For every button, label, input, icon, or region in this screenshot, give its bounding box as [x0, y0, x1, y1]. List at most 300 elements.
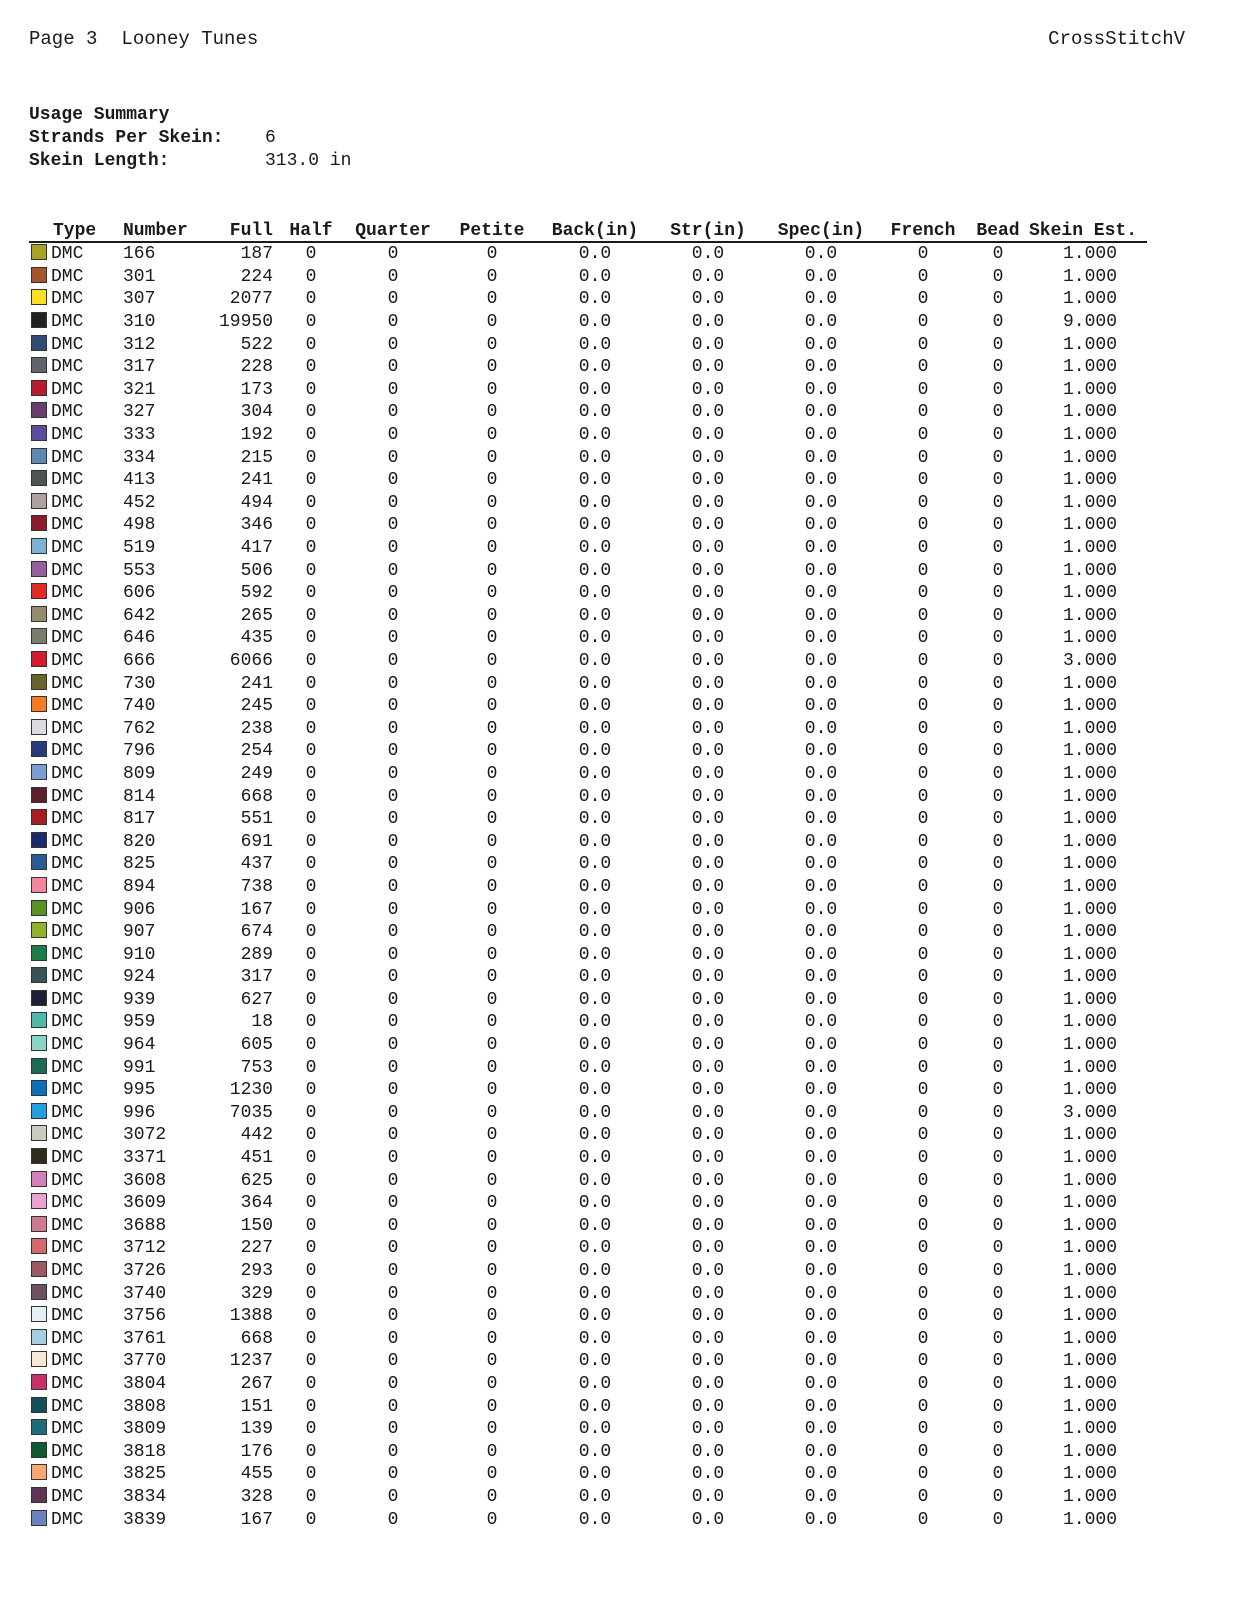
petite-count: 0	[486, 809, 498, 830]
bead-count: 0	[992, 650, 1004, 671]
thread-number: 307	[123, 289, 156, 310]
french-count: 0	[917, 1328, 929, 1349]
french-count: 0	[917, 1215, 929, 1236]
half-count: 0	[305, 1057, 317, 1078]
thread-type: DMC	[51, 538, 84, 559]
color-swatch	[31, 380, 47, 396]
skein-estimate: 1.000	[1062, 605, 1117, 626]
thread-number: 820	[123, 831, 156, 852]
thread-number: 814	[123, 786, 156, 807]
thread-type-cell	[29, 266, 113, 289]
thread-type: DMC	[51, 1170, 84, 1191]
table-row	[29, 695, 1147, 718]
thread-type-cell	[29, 1418, 113, 1441]
bead-count: 0	[992, 741, 1004, 762]
spec-length: 0.0	[804, 1012, 838, 1033]
half-count: 0	[305, 560, 317, 581]
skein-estimate: 1.000	[1062, 1125, 1117, 1146]
thread-number: 796	[123, 741, 156, 762]
skein-estimate: 1.000	[1062, 696, 1117, 717]
table-row	[29, 537, 1147, 560]
half-count: 0	[305, 673, 317, 694]
color-swatch	[31, 1487, 47, 1503]
color-swatch	[31, 402, 47, 418]
back-length: 0.0	[578, 266, 612, 287]
quarter-count: 0	[387, 583, 399, 604]
table-row	[29, 1079, 1147, 1102]
bead-count: 0	[992, 1509, 1004, 1530]
thread-type-cell	[29, 1056, 113, 1079]
petite-count: 0	[486, 1215, 498, 1236]
back-length: 0.0	[578, 944, 612, 965]
back-length: 0.0	[578, 1351, 612, 1372]
french-count: 0	[917, 831, 929, 852]
half-count: 0	[305, 492, 317, 513]
color-swatch	[31, 651, 47, 667]
french-count: 0	[917, 605, 929, 626]
french-count: 0	[917, 560, 929, 581]
quarter-count: 0	[387, 1148, 399, 1169]
back-length: 0.0	[578, 741, 612, 762]
skein-estimate: 1.000	[1062, 1238, 1117, 1259]
skein-estimate: 1.000	[1062, 1193, 1117, 1214]
half-count: 0	[305, 1373, 317, 1394]
str-length: 0.0	[691, 357, 725, 378]
bead-count: 0	[992, 312, 1004, 333]
str-length: 0.0	[691, 876, 725, 897]
quarter-count: 0	[387, 1125, 399, 1146]
thread-number: 3809	[123, 1419, 167, 1440]
french-count: 0	[917, 1419, 929, 1440]
half-count: 0	[305, 244, 317, 265]
petite-count: 0	[486, 1193, 498, 1214]
bead-count: 0	[992, 899, 1004, 920]
table-row	[29, 672, 1147, 695]
half-count: 0	[305, 1283, 317, 1304]
back-length: 0.0	[578, 1080, 612, 1101]
thread-number: 740	[123, 696, 156, 717]
spec-length: 0.0	[804, 1396, 838, 1417]
color-swatch	[31, 538, 47, 554]
spec-length: 0.0	[804, 786, 838, 807]
thread-type: DMC	[51, 1486, 84, 1507]
french-count: 0	[917, 1080, 929, 1101]
bead-count: 0	[992, 1261, 1004, 1282]
table-row	[29, 763, 1147, 786]
back-length: 0.0	[578, 1441, 612, 1462]
quarter-count: 0	[387, 967, 399, 988]
str-length: 0.0	[691, 1419, 725, 1440]
thread-type: DMC	[51, 1509, 84, 1530]
str-length: 0.0	[691, 492, 725, 513]
str-length: 0.0	[691, 470, 725, 491]
spec-length: 0.0	[804, 1261, 838, 1282]
skein-estimate: 1.000	[1062, 1080, 1117, 1101]
bead-count: 0	[992, 1057, 1004, 1078]
petite-count: 0	[486, 312, 498, 333]
french-count: 0	[917, 1057, 929, 1078]
strands-label: Strands Per Skein:	[29, 128, 224, 148]
table-body	[29, 242, 1147, 1531]
bead-count: 0	[992, 628, 1004, 649]
french-count: 0	[917, 515, 929, 536]
full-count: 18	[251, 1012, 273, 1033]
thread-type-cell	[29, 785, 113, 808]
thread-type-cell	[29, 876, 113, 899]
skein-estimate: 1.000	[1062, 583, 1117, 604]
full-count: 605	[240, 1035, 273, 1056]
str-length: 0.0	[691, 967, 725, 988]
french-count: 0	[917, 1102, 929, 1123]
full-count: 753	[240, 1057, 273, 1078]
half-count: 0	[305, 989, 317, 1010]
skein-estimate: 1.000	[1062, 1057, 1117, 1078]
french-count: 0	[917, 673, 929, 694]
french-count: 0	[917, 1464, 929, 1485]
petite-count: 0	[486, 718, 498, 739]
table-row	[29, 1373, 1147, 1396]
bead-count: 0	[992, 718, 1004, 739]
thread-type: DMC	[51, 605, 84, 626]
spec-length: 0.0	[804, 1057, 838, 1078]
thread-type: DMC	[51, 786, 84, 807]
table-row	[29, 1418, 1147, 1441]
bead-count: 0	[992, 560, 1004, 581]
petite-count: 0	[486, 1080, 498, 1101]
color-swatch	[31, 1080, 47, 1096]
color-swatch	[31, 922, 47, 938]
str-length: 0.0	[691, 786, 725, 807]
thread-number: 3761	[123, 1328, 167, 1349]
back-length: 0.0	[578, 560, 612, 581]
color-swatch	[31, 1419, 47, 1435]
skein-estimate: 1.000	[1062, 492, 1117, 513]
full-count: 167	[240, 899, 273, 920]
half-count: 0	[305, 312, 317, 333]
petite-count: 0	[486, 266, 498, 287]
back-length: 0.0	[578, 425, 612, 446]
petite-count: 0	[486, 1057, 498, 1078]
full-count: 522	[240, 334, 273, 355]
thread-type: DMC	[51, 357, 84, 378]
bead-count: 0	[992, 944, 1004, 965]
strands-value: 6	[265, 128, 276, 148]
thread-type: DMC	[51, 944, 84, 965]
quarter-count: 0	[387, 763, 399, 784]
half-count: 0	[305, 1193, 317, 1214]
quarter-count: 0	[387, 1193, 399, 1214]
skein-estimate: 1.000	[1062, 1012, 1117, 1033]
thread-number: 995	[123, 1080, 156, 1101]
thread-type: DMC	[51, 967, 84, 988]
half-count: 0	[305, 741, 317, 762]
half-count: 0	[305, 1102, 317, 1123]
back-length: 0.0	[578, 605, 612, 626]
thread-number: 3712	[123, 1238, 167, 1259]
thread-number: 334	[123, 447, 156, 468]
thread-type: DMC	[51, 447, 84, 468]
petite-count: 0	[486, 560, 498, 581]
thread-type: DMC	[51, 989, 84, 1010]
skein-estimate: 1.000	[1062, 1486, 1117, 1507]
full-count: 2077	[229, 289, 273, 310]
thread-type: DMC	[51, 583, 84, 604]
thread-number: 3804	[123, 1373, 167, 1394]
french-count: 0	[917, 786, 929, 807]
str-length: 0.0	[691, 1125, 725, 1146]
spec-length: 0.0	[804, 357, 838, 378]
spec-length: 0.0	[804, 492, 838, 513]
french-count: 0	[917, 402, 929, 423]
thread-type: DMC	[51, 628, 84, 649]
full-count: 254	[240, 741, 273, 762]
back-length: 0.0	[578, 583, 612, 604]
table-row	[29, 966, 1147, 989]
bead-count: 0	[992, 583, 1004, 604]
thread-number: 166	[123, 244, 156, 265]
table-row	[29, 853, 1147, 876]
thread-number: 3726	[123, 1261, 167, 1282]
table-row	[29, 356, 1147, 379]
table-row	[29, 446, 1147, 469]
table-row	[29, 582, 1147, 605]
full-count: 6066	[229, 650, 273, 671]
thread-type-cell	[29, 1034, 113, 1057]
petite-count: 0	[486, 538, 498, 559]
table-row	[29, 808, 1147, 831]
color-swatch	[31, 696, 47, 712]
french-count: 0	[917, 876, 929, 897]
thread-type: DMC	[51, 696, 84, 717]
spec-length: 0.0	[804, 1464, 838, 1485]
color-swatch	[31, 832, 47, 848]
spec-length: 0.0	[804, 967, 838, 988]
spec-length: 0.0	[804, 922, 838, 943]
back-length: 0.0	[578, 831, 612, 852]
skein-estimate: 1.000	[1062, 538, 1117, 559]
back-length: 0.0	[578, 334, 612, 355]
str-length: 0.0	[691, 538, 725, 559]
str-length: 0.0	[691, 922, 725, 943]
skein-estimate: 1.000	[1062, 1170, 1117, 1191]
petite-count: 0	[486, 763, 498, 784]
color-swatch	[31, 787, 47, 803]
thread-type: DMC	[51, 1328, 84, 1349]
french-count: 0	[917, 1306, 929, 1327]
bead-count: 0	[992, 470, 1004, 491]
quarter-count: 0	[387, 289, 399, 310]
half-count: 0	[305, 425, 317, 446]
full-count: 304	[240, 402, 273, 423]
petite-count: 0	[486, 1035, 498, 1056]
table-row	[29, 605, 1147, 628]
thread-type-cell	[29, 1011, 113, 1034]
usage-table	[29, 215, 1147, 1531]
thread-type-cell	[29, 605, 113, 628]
back-length: 0.0	[578, 1148, 612, 1169]
str-length: 0.0	[691, 809, 725, 830]
skein-estimate: 1.000	[1062, 899, 1117, 920]
thread-number: 413	[123, 470, 156, 491]
back-length: 0.0	[578, 786, 612, 807]
table-row	[29, 1124, 1147, 1147]
quarter-count: 0	[387, 402, 399, 423]
french-count: 0	[917, 470, 929, 491]
full-count: 173	[240, 379, 273, 400]
skein-estimate: 1.000	[1062, 560, 1117, 581]
bead-count: 0	[992, 854, 1004, 875]
color-swatch	[31, 561, 47, 577]
half-count: 0	[305, 809, 317, 830]
half-count: 0	[305, 650, 317, 671]
quarter-count: 0	[387, 1396, 399, 1417]
spec-length: 0.0	[804, 628, 838, 649]
french-count: 0	[917, 628, 929, 649]
thread-number: 924	[123, 967, 156, 988]
spec-length: 0.0	[804, 379, 838, 400]
skein-estimate: 1.000	[1062, 266, 1117, 287]
column-header: Skein Est.	[1029, 215, 1147, 242]
color-swatch	[31, 945, 47, 961]
full-count: 241	[240, 673, 273, 694]
color-swatch	[31, 1035, 47, 1051]
thread-type-cell	[29, 1395, 113, 1418]
bead-count: 0	[992, 1035, 1004, 1056]
back-length: 0.0	[578, 492, 612, 513]
thread-number: 939	[123, 989, 156, 1010]
table-row	[29, 1011, 1147, 1034]
skein-estimate: 1.000	[1062, 244, 1117, 265]
spec-length: 0.0	[804, 854, 838, 875]
quarter-count: 0	[387, 1215, 399, 1236]
table-row	[29, 1508, 1147, 1531]
thread-type-cell	[29, 559, 113, 582]
thread-type-cell	[29, 1079, 113, 1102]
table-row	[29, 717, 1147, 740]
thread-type: DMC	[51, 922, 84, 943]
str-length: 0.0	[691, 1035, 725, 1056]
bead-count: 0	[992, 763, 1004, 784]
back-length: 0.0	[578, 1419, 612, 1440]
table-row	[29, 876, 1147, 899]
back-length: 0.0	[578, 379, 612, 400]
table-row	[29, 288, 1147, 311]
spec-length: 0.0	[804, 538, 838, 559]
quarter-count: 0	[387, 357, 399, 378]
french-count: 0	[917, 1193, 929, 1214]
back-length: 0.0	[578, 718, 612, 739]
color-swatch	[31, 1442, 47, 1458]
bead-count: 0	[992, 266, 1004, 287]
petite-count: 0	[486, 1170, 498, 1191]
petite-count: 0	[486, 1441, 498, 1462]
petite-count: 0	[486, 1148, 498, 1169]
half-count: 0	[305, 1035, 317, 1056]
thread-number: 3608	[123, 1170, 167, 1191]
spec-length: 0.0	[804, 312, 838, 333]
thread-number: 642	[123, 605, 156, 626]
bead-count: 0	[992, 1419, 1004, 1440]
thread-number: 666	[123, 650, 156, 671]
table-row	[29, 1463, 1147, 1486]
thread-type-cell	[29, 650, 113, 673]
skein-estimate: 1.000	[1062, 289, 1117, 310]
thread-type: DMC	[51, 899, 84, 920]
thread-type: DMC	[51, 876, 84, 897]
petite-count: 0	[486, 989, 498, 1010]
table-row	[29, 1282, 1147, 1305]
column-header: Spec(in)	[763, 215, 879, 242]
table-row	[29, 785, 1147, 808]
table-row	[29, 559, 1147, 582]
thread-number: 3834	[123, 1486, 167, 1507]
half-count: 0	[305, 1080, 317, 1101]
full-count: 592	[240, 583, 273, 604]
thread-type: DMC	[51, 1125, 84, 1146]
full-count: 151	[240, 1396, 273, 1417]
str-length: 0.0	[691, 1283, 725, 1304]
petite-count: 0	[486, 1419, 498, 1440]
spec-length: 0.0	[804, 515, 838, 536]
french-count: 0	[917, 741, 929, 762]
french-count: 0	[917, 583, 929, 604]
bead-count: 0	[992, 1148, 1004, 1169]
full-count: 187	[240, 244, 273, 265]
petite-count: 0	[486, 515, 498, 536]
french-count: 0	[917, 1035, 929, 1056]
bead-count: 0	[992, 492, 1004, 513]
skein-estimate: 1.000	[1062, 515, 1117, 536]
bead-count: 0	[992, 538, 1004, 559]
bead-count: 0	[992, 1215, 1004, 1236]
full-count: 317	[240, 967, 273, 988]
full-count: 293	[240, 1261, 273, 1282]
half-count: 0	[305, 1351, 317, 1372]
table-row	[29, 943, 1147, 966]
full-count: 7035	[229, 1102, 273, 1123]
skein-estimate: 1.000	[1062, 1306, 1117, 1327]
french-count: 0	[917, 1238, 929, 1259]
color-swatch	[31, 628, 47, 644]
thread-type-cell	[29, 853, 113, 876]
thread-type-cell	[29, 537, 113, 560]
spec-length: 0.0	[804, 944, 838, 965]
app-name: CrossStitchV	[1048, 28, 1185, 50]
skein-estimate: 1.000	[1062, 1283, 1117, 1304]
thread-type: DMC	[51, 289, 84, 310]
french-count: 0	[917, 1283, 929, 1304]
table-row	[29, 1034, 1147, 1057]
back-length: 0.0	[578, 650, 612, 671]
quarter-count: 0	[387, 560, 399, 581]
spec-length: 0.0	[804, 1419, 838, 1440]
color-swatch	[31, 990, 47, 1006]
petite-count: 0	[486, 1509, 498, 1530]
back-length: 0.0	[578, 357, 612, 378]
skein-estimate: 1.000	[1062, 763, 1117, 784]
skein-estimate: 3.000	[1062, 650, 1117, 671]
color-swatch	[31, 425, 47, 441]
table-header-row	[29, 215, 1147, 242]
french-count: 0	[917, 696, 929, 717]
spec-length: 0.0	[804, 1035, 838, 1056]
thread-type-cell	[29, 1350, 113, 1373]
petite-count: 0	[486, 1125, 498, 1146]
thread-type-cell	[29, 921, 113, 944]
thread-type: DMC	[51, 854, 84, 875]
back-length: 0.0	[578, 673, 612, 694]
spec-length: 0.0	[804, 989, 838, 1010]
